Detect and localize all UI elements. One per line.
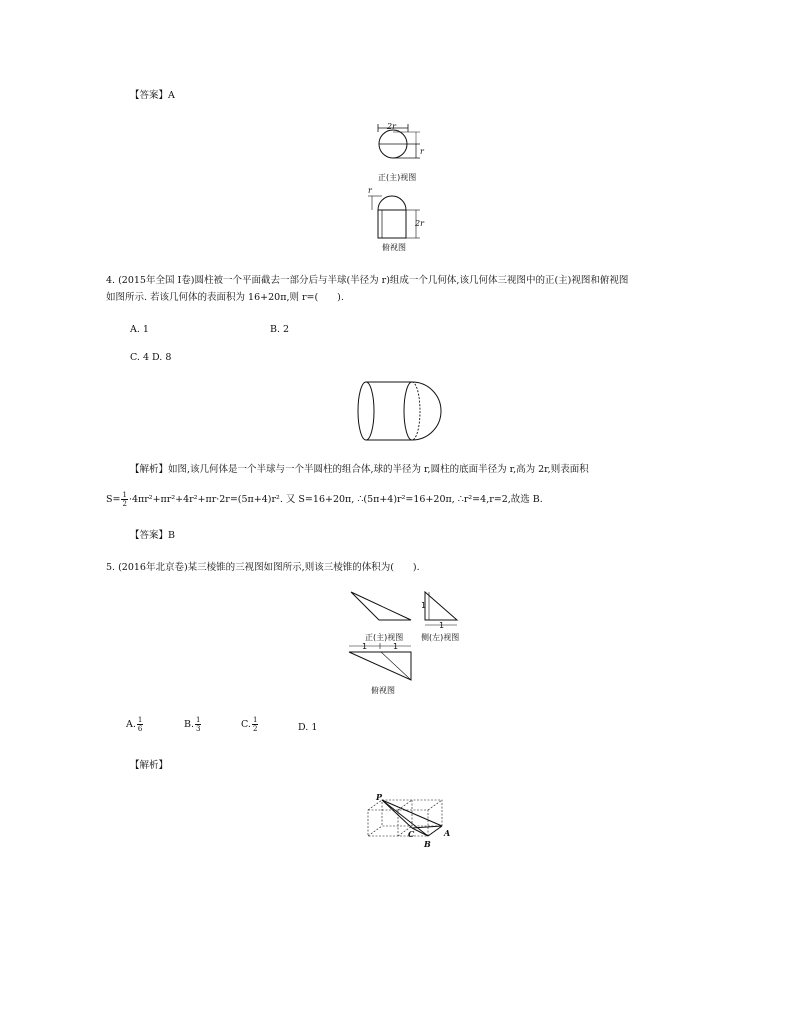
front-view bbox=[378, 122, 425, 158]
q5-front-view bbox=[351, 592, 411, 620]
q4-option-b: B. 2 bbox=[270, 324, 290, 335]
q4-option-c-d: C. 4 D. 8 bbox=[130, 352, 172, 363]
analysis-4-line-1: 【解析】如图,该几何体是一个半球与一个半圆柱的组合体,球的半径为 r,圆柱的底面半径为 r,高为 2r,则表面积 bbox=[130, 464, 589, 475]
question-4-line-1: 4. (2015年全国 Ⅰ卷)圆柱被一个平面截去一部分后与半球(半径为 r)组成一个几何体,该几何体三视图中的正(主)视图和俯视图 bbox=[106, 275, 629, 286]
q5-side-caption: 侧(左)视图 bbox=[421, 633, 460, 642]
dim-r-label: r bbox=[420, 147, 424, 156]
point-p-label: P bbox=[376, 792, 383, 802]
answer-a: 【答案】A bbox=[130, 90, 175, 101]
q5-side-dim-horizontal: 1 bbox=[439, 621, 445, 630]
front-view-caption: 正(主)视图 bbox=[378, 173, 417, 182]
q5-front-caption: 正(主)视图 bbox=[365, 633, 404, 642]
top-view bbox=[368, 186, 425, 238]
q5-top-view bbox=[349, 642, 411, 680]
q4-option-a: A. 1 bbox=[130, 324, 149, 335]
q5-side-view bbox=[421, 592, 457, 630]
q5-option-d: D. 1 bbox=[298, 722, 318, 733]
q5-option-c: C. $\frac{1}{2}$ bbox=[241, 716, 258, 733]
q5-top-dim-left: 1 bbox=[362, 642, 368, 651]
question-4-line-2: 如图所示. 若该几何体的表面积为 16+20π,则 r=( ). bbox=[106, 292, 344, 303]
q5-side-dim-vertical: 1 bbox=[421, 601, 427, 610]
dim-2r-label: 2r bbox=[387, 122, 396, 131]
figure-three-views-q5 bbox=[345, 588, 475, 698]
point-b-label: B bbox=[424, 839, 431, 849]
figure-cube-pyramid bbox=[362, 792, 458, 850]
answer-b: 【答案】B bbox=[130, 530, 175, 541]
q5-top-caption: 俯视图 bbox=[371, 686, 395, 695]
figure-solid-q4 bbox=[352, 376, 447, 446]
point-c-label: C bbox=[408, 829, 415, 839]
fraction-one-half: $\frac{1}{2}$ bbox=[122, 491, 127, 508]
point-a-label: A bbox=[444, 828, 451, 838]
q5-top-dim-right: 1 bbox=[393, 642, 399, 651]
svg-text:r: r bbox=[368, 186, 372, 195]
question-5-line-1: 5. (2016年北京卷)某三棱锥的三视图如图所示,则该三棱锥的体积为( ). bbox=[106, 562, 420, 573]
analysis-4-line-2: S= $\frac{1}{2}$ ·4πr²+πr²+4r²+πr·2r=(5π+4)r². 又 S=16+20π, ∴(5π+4)r²=16+20π, ∴r²=4,r=2,故选 B. bbox=[106, 491, 543, 508]
figure-three-views-q4 bbox=[368, 120, 438, 255]
dim-2r-vertical: 2r bbox=[415, 219, 424, 228]
q5-option-b: B. $\frac{1}{3}$ bbox=[184, 716, 201, 733]
top-view-caption: 俯视图 bbox=[382, 243, 406, 252]
analysis-5-label: 【解析】 bbox=[130, 760, 169, 771]
q5-option-a: A. $\frac{1}{6}$ bbox=[126, 716, 143, 733]
